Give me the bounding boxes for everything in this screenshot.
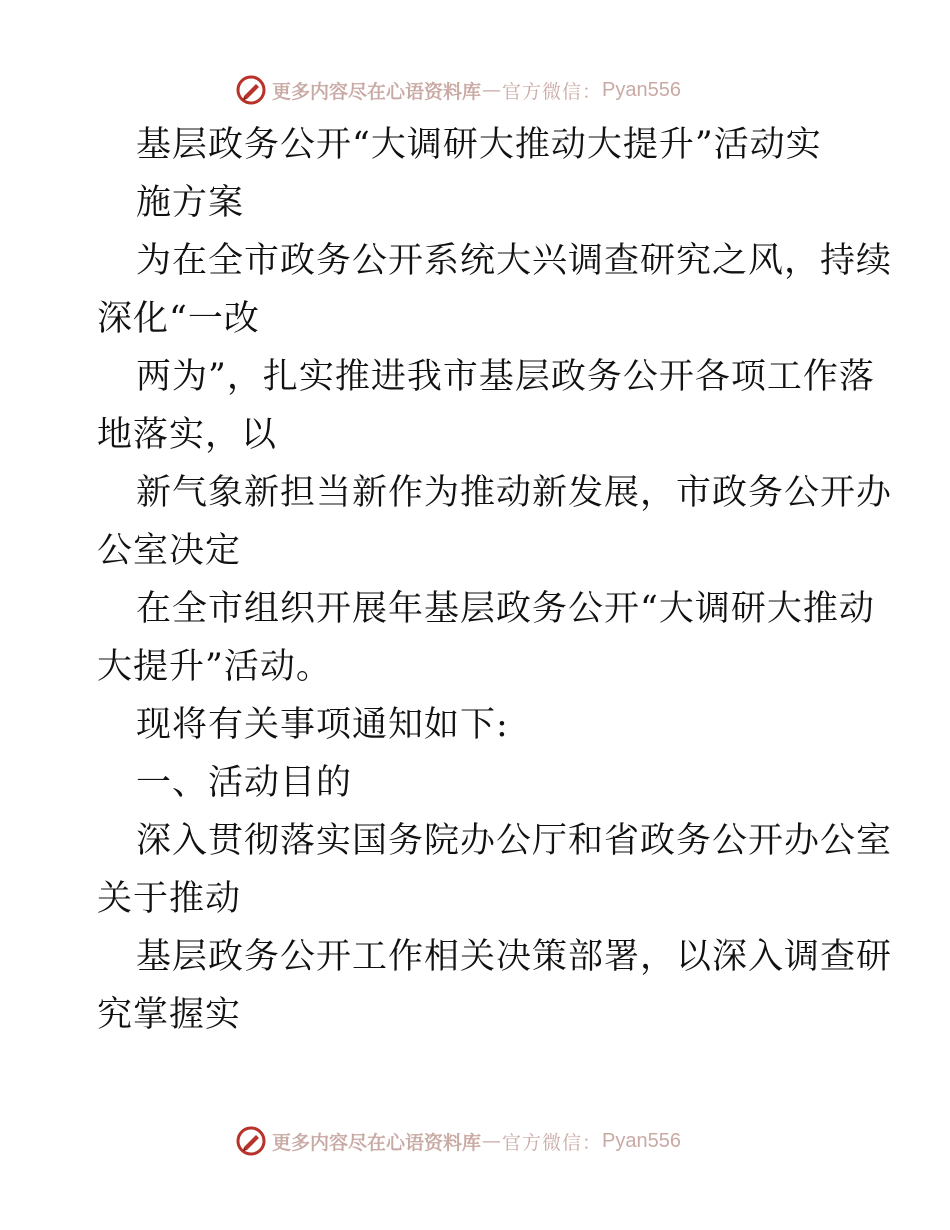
red-pen-seal-icon [236, 75, 266, 105]
body-line: 公室决定 [97, 531, 242, 571]
document-title-line-2: 施方案 [136, 183, 245, 223]
body-line: 为在全市政务公开系统大兴调查研究之风，持续 [136, 241, 893, 281]
watermark-dash: — [482, 1130, 502, 1152]
body-line: 基层政务公开工作相关决策部署，以深入调查研 [136, 937, 893, 977]
watermark-site-text: 更多内容尽在心语资料库 [272, 1131, 482, 1154]
body-line: 关于推动 [97, 879, 242, 919]
watermark-site-text: 更多内容尽在心语资料库 [272, 80, 482, 103]
footer-watermark-banner [236, 1124, 681, 1158]
body-line: 两为”，扎实推进我市基层政务公开各项工作落 [136, 357, 875, 397]
section-heading: 一、活动目的 [136, 763, 353, 803]
body-line: 地落实，以 [97, 415, 278, 455]
body-line: 在全市组织开展年基层政务公开“大调研大推动 [136, 589, 875, 629]
body-line: 深入贯彻落实国务院办公厅和省政务公开办公室 [136, 821, 893, 861]
watermark-wechat-id: Pyan556 [602, 1129, 681, 1152]
body-line: 新气象新担当新作为推动新发展，市政务公开办 [136, 473, 893, 513]
red-pen-seal-icon [236, 1126, 266, 1156]
document-title-line-1: 基层政务公开“大调研大推动大提升”活动实 [136, 125, 822, 165]
body-line: 深化“一改 [97, 299, 260, 339]
header-watermark-banner [236, 73, 681, 107]
body-line: 大提升”活动。 [97, 647, 332, 687]
watermark-dash: — [482, 79, 502, 101]
watermark-wechat-id: Pyan556 [602, 78, 681, 101]
watermark-wechat-label: 官方微信： [502, 80, 603, 103]
watermark-wechat-label: 官方微信： [502, 1131, 603, 1154]
body-line: 现将有关事项通知如下: [136, 705, 509, 745]
body-line: 究掌握实 [97, 995, 242, 1035]
